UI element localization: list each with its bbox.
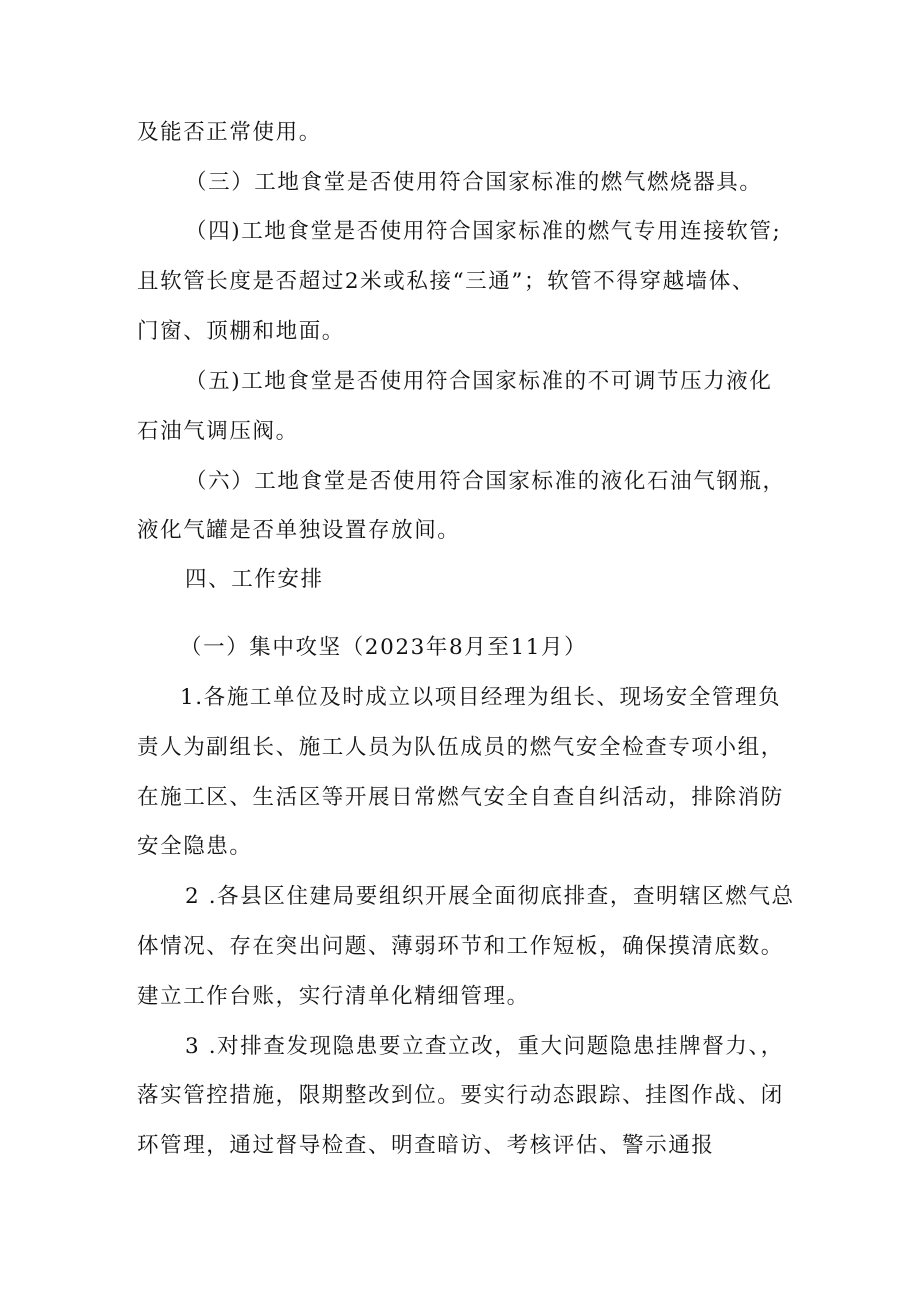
text-line: 3 .对排查发现隐患要立查立改，重大问题隐患挂牌督力、，: [185, 1034, 784, 1059]
text-line: 液化气罐是否单独设置存放间。: [137, 518, 461, 543]
text-line: 石油气调压阀。: [137, 419, 299, 444]
text-line: 体情况、存在突出问题、薄弱环节和工作短板，确保摸清底数。: [137, 934, 784, 959]
text-line: （五)工地食堂是否使用符合国家标准的不可调节压力液化: [185, 369, 773, 394]
text-line: （三）工地食堂是否使用符合国家标准的燃气燃烧器具。: [185, 170, 763, 195]
text-line: 门窗、顶棚和地面。: [137, 319, 345, 344]
text-line: 1.各施工单位及时成立以项目经理为组长、现场安全管理负: [180, 685, 782, 710]
text-line: 责人为副组长、施工人员为队伍成员的燃气安全检查专项小组，: [137, 735, 784, 760]
subsection-heading: （一）集中攻坚（2023年8月至11月）: [180, 635, 588, 660]
text-line: 安全隐患。: [137, 834, 253, 859]
text-line: 且软管长度是否超过2米或私接“三通”；软管不得穿越墙体、: [137, 269, 755, 294]
text-line: 在施工区、生活区等开展日常燃气安全自查自纠活动，排除消防: [137, 785, 784, 810]
text-line: 落实管控措施，限期整改到位。要实行动态跟踪、挂图作战、闭: [137, 1083, 784, 1108]
text-line: 环管理，通过督导检查、明查暗访、考核评估、警示通报: [137, 1133, 715, 1158]
section-heading: 四、工作安排: [185, 567, 324, 592]
text-line: 建立工作台账，实行清单化精细管理。: [137, 984, 530, 1009]
text-line: 及能否正常使用。: [137, 120, 322, 145]
text-line: （四)工地食堂是否使用符合国家标准的燃气专用连接软管;: [185, 219, 782, 244]
text-line: （六）工地食堂是否使用符合国家标准的液化石油气钢瓶，: [185, 469, 786, 494]
text-line: 2 .各县区住建局要组织开展全面彻底排查，查明辖区燃气总: [185, 884, 795, 909]
